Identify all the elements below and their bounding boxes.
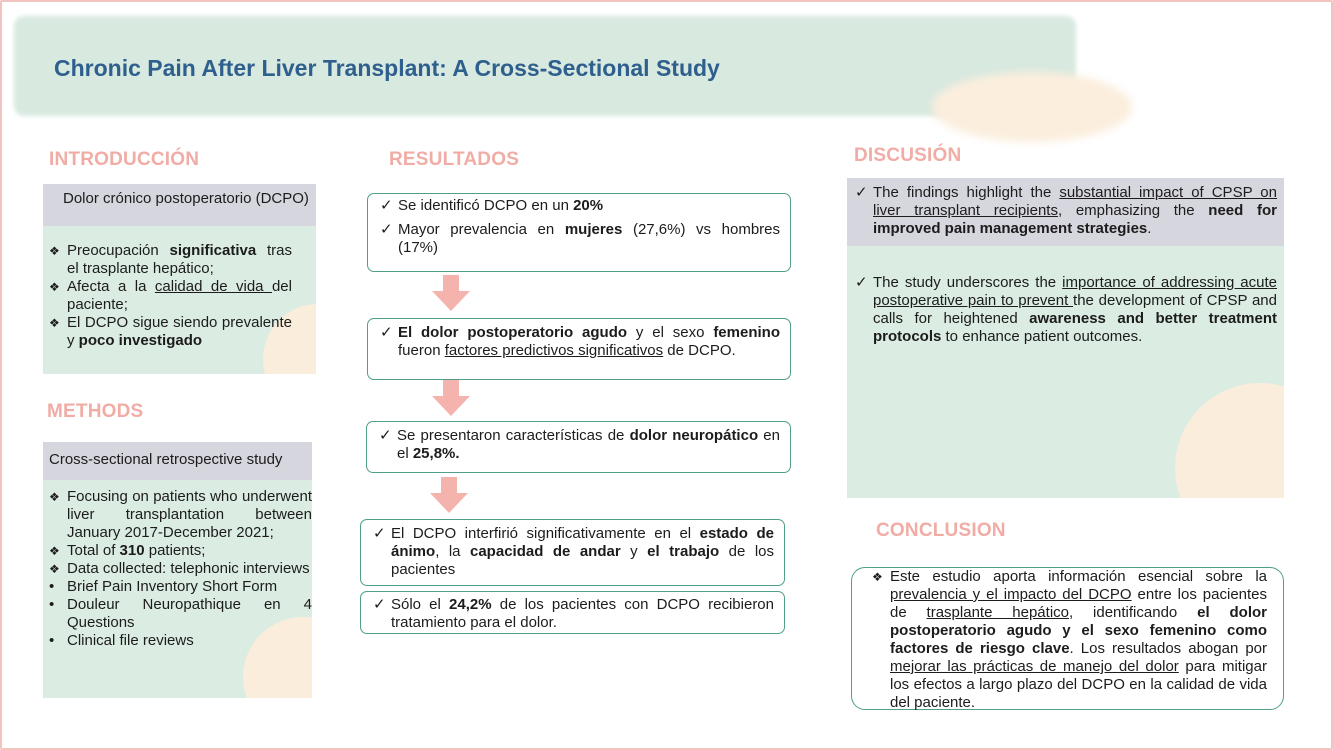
list-item: • Douleur Neuropathique en 4 Questions	[47, 596, 312, 632]
result-line: ✓ Mayor prevalencia en mujeres (27,6%) vs hombres (17%)	[380, 221, 780, 257]
result-line: ✓ El DCPO interfirió significativamente en el estado de ánimo, la capacidad de andar y el trabajo de los pacientes	[373, 525, 774, 579]
conclusion-heading: CONCLUSION	[876, 520, 1006, 541]
intro-band: Dolor crónico postoperatorio (DCPO)	[43, 184, 316, 226]
poster-title: Chronic Pain After Liver Transplant: A Cross-Sectional Study	[54, 55, 720, 81]
result-line: ✓ Se presentaron características de dolor neuropático en el 25,8%.	[379, 427, 780, 463]
list-item: ❖ Afecta a la calidad de vida del paciente;	[49, 278, 292, 314]
methods-heading: METHODS	[47, 401, 144, 422]
result-line: ✓ Se identificó DCPO en un 20%	[380, 197, 780, 215]
result-line: ✓ Sólo el 24,2% de los pacientes con DCPO recibieron tratamiento para el dolor.	[373, 596, 774, 632]
list-item: ❖ El DCPO sigue siendo prevalente y poco investigado	[49, 314, 292, 350]
flow-arrow-icon	[432, 380, 470, 416]
discussion-point: ✓ The study underscores the importance of addressing acute postoperative pain to prevent the development of CPSP and calls for heightened awareness and better treatment protocols to enhance patient outcomes.	[855, 274, 1277, 346]
conclusion-text: ❖ Este estudio aporta información esencial sobre la prevalencia y el impacto del DCPO entre los pacientes de trasplante hepático, identificando el dolor postoperatorio agudo y el sexo femenino como factores de riesgo clave. Los resultados abogan por mejorar las prácticas de manejo del dolor para mitigar los efectos a largo plazo del DCPO en la calidad de vida del paciente.	[872, 568, 1268, 711]
decor-blob	[1175, 383, 1284, 498]
result-line: ✓ El dolor postoperatorio agudo y el sexo femenino fueron factores predictivos significativos de DCPO.	[380, 324, 780, 360]
diamond-bullet-icon: ❖	[872, 570, 883, 584]
discussion-point: ✓ The findings highlight the substantial impact of CPSP on liver transplant recipients, emphasizing the need for improved pain management strategies.	[855, 184, 1277, 238]
list-item: ❖ Focusing on patients who underwent liver transplantation between January 2017-December 2021;	[49, 488, 312, 542]
header-decoration	[932, 72, 1132, 142]
conclusion-box	[851, 567, 1284, 710]
result-box-interference	[360, 519, 785, 586]
discussion-heading: DISCUSIÓN	[854, 145, 962, 166]
discussion-band	[847, 178, 1284, 246]
results-heading: RESULTADOS	[389, 149, 520, 170]
flow-arrow-icon	[430, 477, 468, 513]
methods-panel	[43, 442, 312, 698]
discussion-panel	[847, 178, 1284, 498]
result-box-treatment	[360, 591, 785, 634]
intro-heading: INTRODUCCIÓN	[49, 149, 200, 170]
intro-list	[43, 226, 316, 350]
flow-arrow-icon	[432, 275, 470, 311]
methods-list	[43, 480, 312, 578]
discussion-body	[847, 246, 1284, 346]
methods-band: Cross-sectional retrospective study	[43, 442, 312, 480]
list-item: • Brief Pain Inventory Short Form	[47, 578, 312, 596]
list-item: • Clinical file reviews	[47, 632, 312, 650]
result-box-prevalence	[367, 193, 791, 272]
methods-tools-list	[43, 578, 312, 650]
result-box-neuropathic	[366, 421, 791, 473]
list-item: ❖ Total of 310 patients;	[49, 542, 312, 560]
list-item: ❖ Data collected: telephonic interviews	[49, 560, 312, 578]
list-item: ❖ Preocupación significativa tras el trasplante hepático;	[49, 242, 292, 278]
result-box-predictors	[367, 318, 791, 380]
intro-panel	[43, 184, 316, 374]
